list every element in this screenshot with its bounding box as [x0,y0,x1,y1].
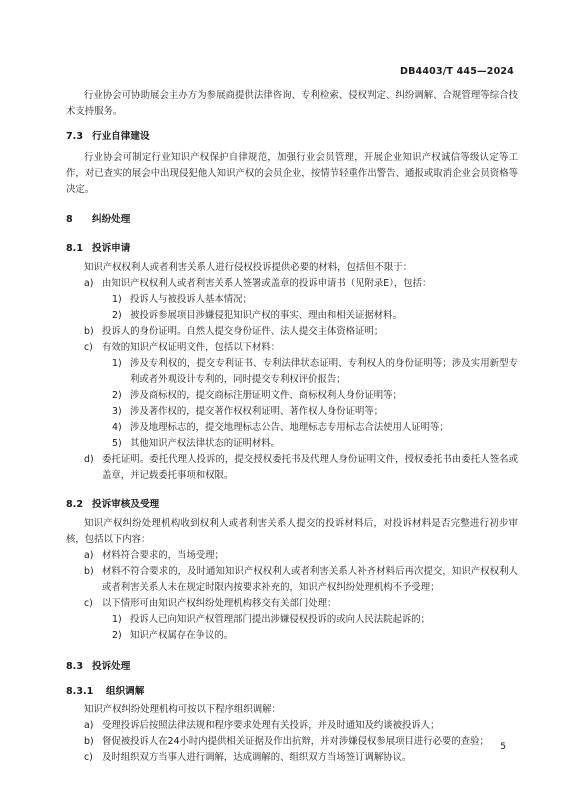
list-item [66,420,518,436]
list-item [66,276,518,292]
section-heading-8-3-1 [66,683,144,697]
list-label: 5) [112,438,122,449]
section-title: 投诉申请 [92,243,131,254]
section-title: 投诉处理 [92,661,131,672]
list-text: 投诉人与被投诉人基本情况； [130,294,252,305]
section-number: 8.1 [66,243,83,254]
section-heading-8 [66,211,130,225]
list-item [66,308,518,324]
paragraph-8-3-1: 知识产权纠纷处理机构可按以下程序组织调解： [84,704,281,715]
list-label: c) [84,752,93,763]
list-label: c) [84,598,93,609]
section-number: 8.3 [66,661,83,672]
list-item [66,324,518,340]
list-text: 涉及地理标志的，提交地理标志公告、地理标志专用标志合法使用人证明等； [130,422,449,433]
list-text: 涉及商标权的，提交商标注册证明文件、商标权利人身份证明等； [130,390,402,401]
section-title: 行业自律建设 [92,131,150,142]
list-item [66,628,518,644]
list-text: 以下情形可由知识产权纠纷处理机构移交有关部门处理： [102,598,337,609]
list-label: b) [84,736,94,747]
list-label: 4) [112,422,122,433]
list-label: a) [84,550,94,561]
section-number: 8 [66,214,73,225]
list-text: 由知识产权权利人或者利害关系人签署或盖章的投诉申请书（见附录E），包括： [102,278,432,289]
list-text: 被投诉参展项目涉嫌侵犯知识产权的事实、理由和相关证据材料。 [130,310,402,321]
list-item [66,548,518,564]
list-label: 3) [112,406,122,417]
list-item [66,734,518,750]
paragraph-8-2: 知识产权纠纷处理机构收到权利人或者利害关系人提交的投诉材料后，对投诉材料是否完整进行初步审核，包括以下内容： [66,518,518,545]
list-item [66,388,518,404]
section-number: 7.3 [66,131,83,142]
list-item [66,404,518,420]
list-text: 投诉人的身份证明。自然人提交身份证件、法人提交主体资格证明； [102,326,384,337]
list-label: a) [84,278,94,289]
list-text: 涉及专利权的，提交专利证书、专利法律状态证明、专利权人的身份证明等；涉及实用新型专利或者外观设计专利的，同时提交专利权评价报告； [130,358,518,385]
section-heading-8-2 [66,496,159,510]
list-label: d) [84,454,94,465]
section-heading-8-1 [66,240,130,254]
section-title: 纠纷处理 [92,214,131,225]
list-text: 其他知识产权法律状态的证明材料。 [130,438,281,449]
list-text: 投诉人已向知识产权管理部门提出涉嫌侵权投诉的或向人民法院起诉的； [130,614,431,625]
list-text: 督促被投诉人在24小时内提供相关证据及作出抗辩，并对涉嫌侵权参展项目进行必要的查验； [102,736,489,747]
list-text: 及时组织双方当事人进行调解，达成调解的、组织双方当场签订调解协议。 [102,752,412,763]
list-item [66,356,518,388]
list-label: c) [84,342,93,353]
section-title: 投诉审核及受理 [92,499,160,510]
list-text: 知识产权属存在争议的。 [130,630,234,641]
list-label: 2) [112,630,122,641]
list-label: 2) [112,310,122,321]
list-item [66,564,518,596]
list-text: 涉及著作权的，提交著作权权利证明、著作权人身份证明等； [130,406,384,417]
list-text: 受理投诉后按照法律法规和程序要求处理有关投诉，并及时通知及约谈被投诉人； [102,720,440,731]
page-number: 5 [500,742,506,752]
list-text: 委托证明。委托代理人投诉的，提交授权委托书及代理人身份证明文件，授权委托书由委托人签名或盖章，并记载委托事项和权限。 [102,454,518,481]
list-item [66,596,518,612]
list-item [66,612,518,628]
section-number: 8.3.1 [66,686,94,697]
list-text: 材料不符合要求的，及时通知知识产权权利人或者利害关系人补齐材料后再次提交，知识产权权利人或者利害关系人未在规定时限内按要求补充的，知识产权纠纷处理机构不予受理； [102,566,518,593]
list-item [66,436,518,452]
list-label: 1) [112,294,122,305]
section-number: 8.2 [66,499,83,510]
list-label: 1) [112,358,122,369]
list-label: 2) [112,390,122,401]
list-label: b) [84,326,94,337]
list-text: 材料符合要求的，当场受理； [102,550,224,561]
list-item [66,750,518,766]
paragraph-7-3: 行业协会可制定行业知识产权保护自律规范，加强行业会员管理，开展企业知识产权诚信等级认定等工作，对已查实的展会中出现侵犯他人知识产权的会员企业，按情节轻重作出警告、通报或取消企业会员资格等决定。 [66,152,518,195]
list-label: b) [84,566,94,577]
list-label: 1) [112,614,122,625]
list-text: 有效的知识产权证明文件，包括以下材料： [102,342,281,353]
list-label: a) [84,720,94,731]
intro-paragraph: 行业协会可协助展会主办方为参展商提供法律咨询、专利检索、侵权判定、纠纷调解、合规管理等综合技术支持服务。 [66,90,518,117]
standard-code: DB4403/T 445—2024 [400,66,514,77]
section-heading-7-3 [66,128,150,142]
section-title: 组织调解 [106,686,145,697]
list-item [66,292,518,308]
list-item [66,718,518,734]
list-item [66,452,518,484]
section-heading-8-3 [66,658,130,672]
list-item [66,340,518,356]
paragraph-8-1: 知识产权权利人或者利害关系人进行侵权投诉提供必要的材料，包括但不限于： [84,262,413,273]
